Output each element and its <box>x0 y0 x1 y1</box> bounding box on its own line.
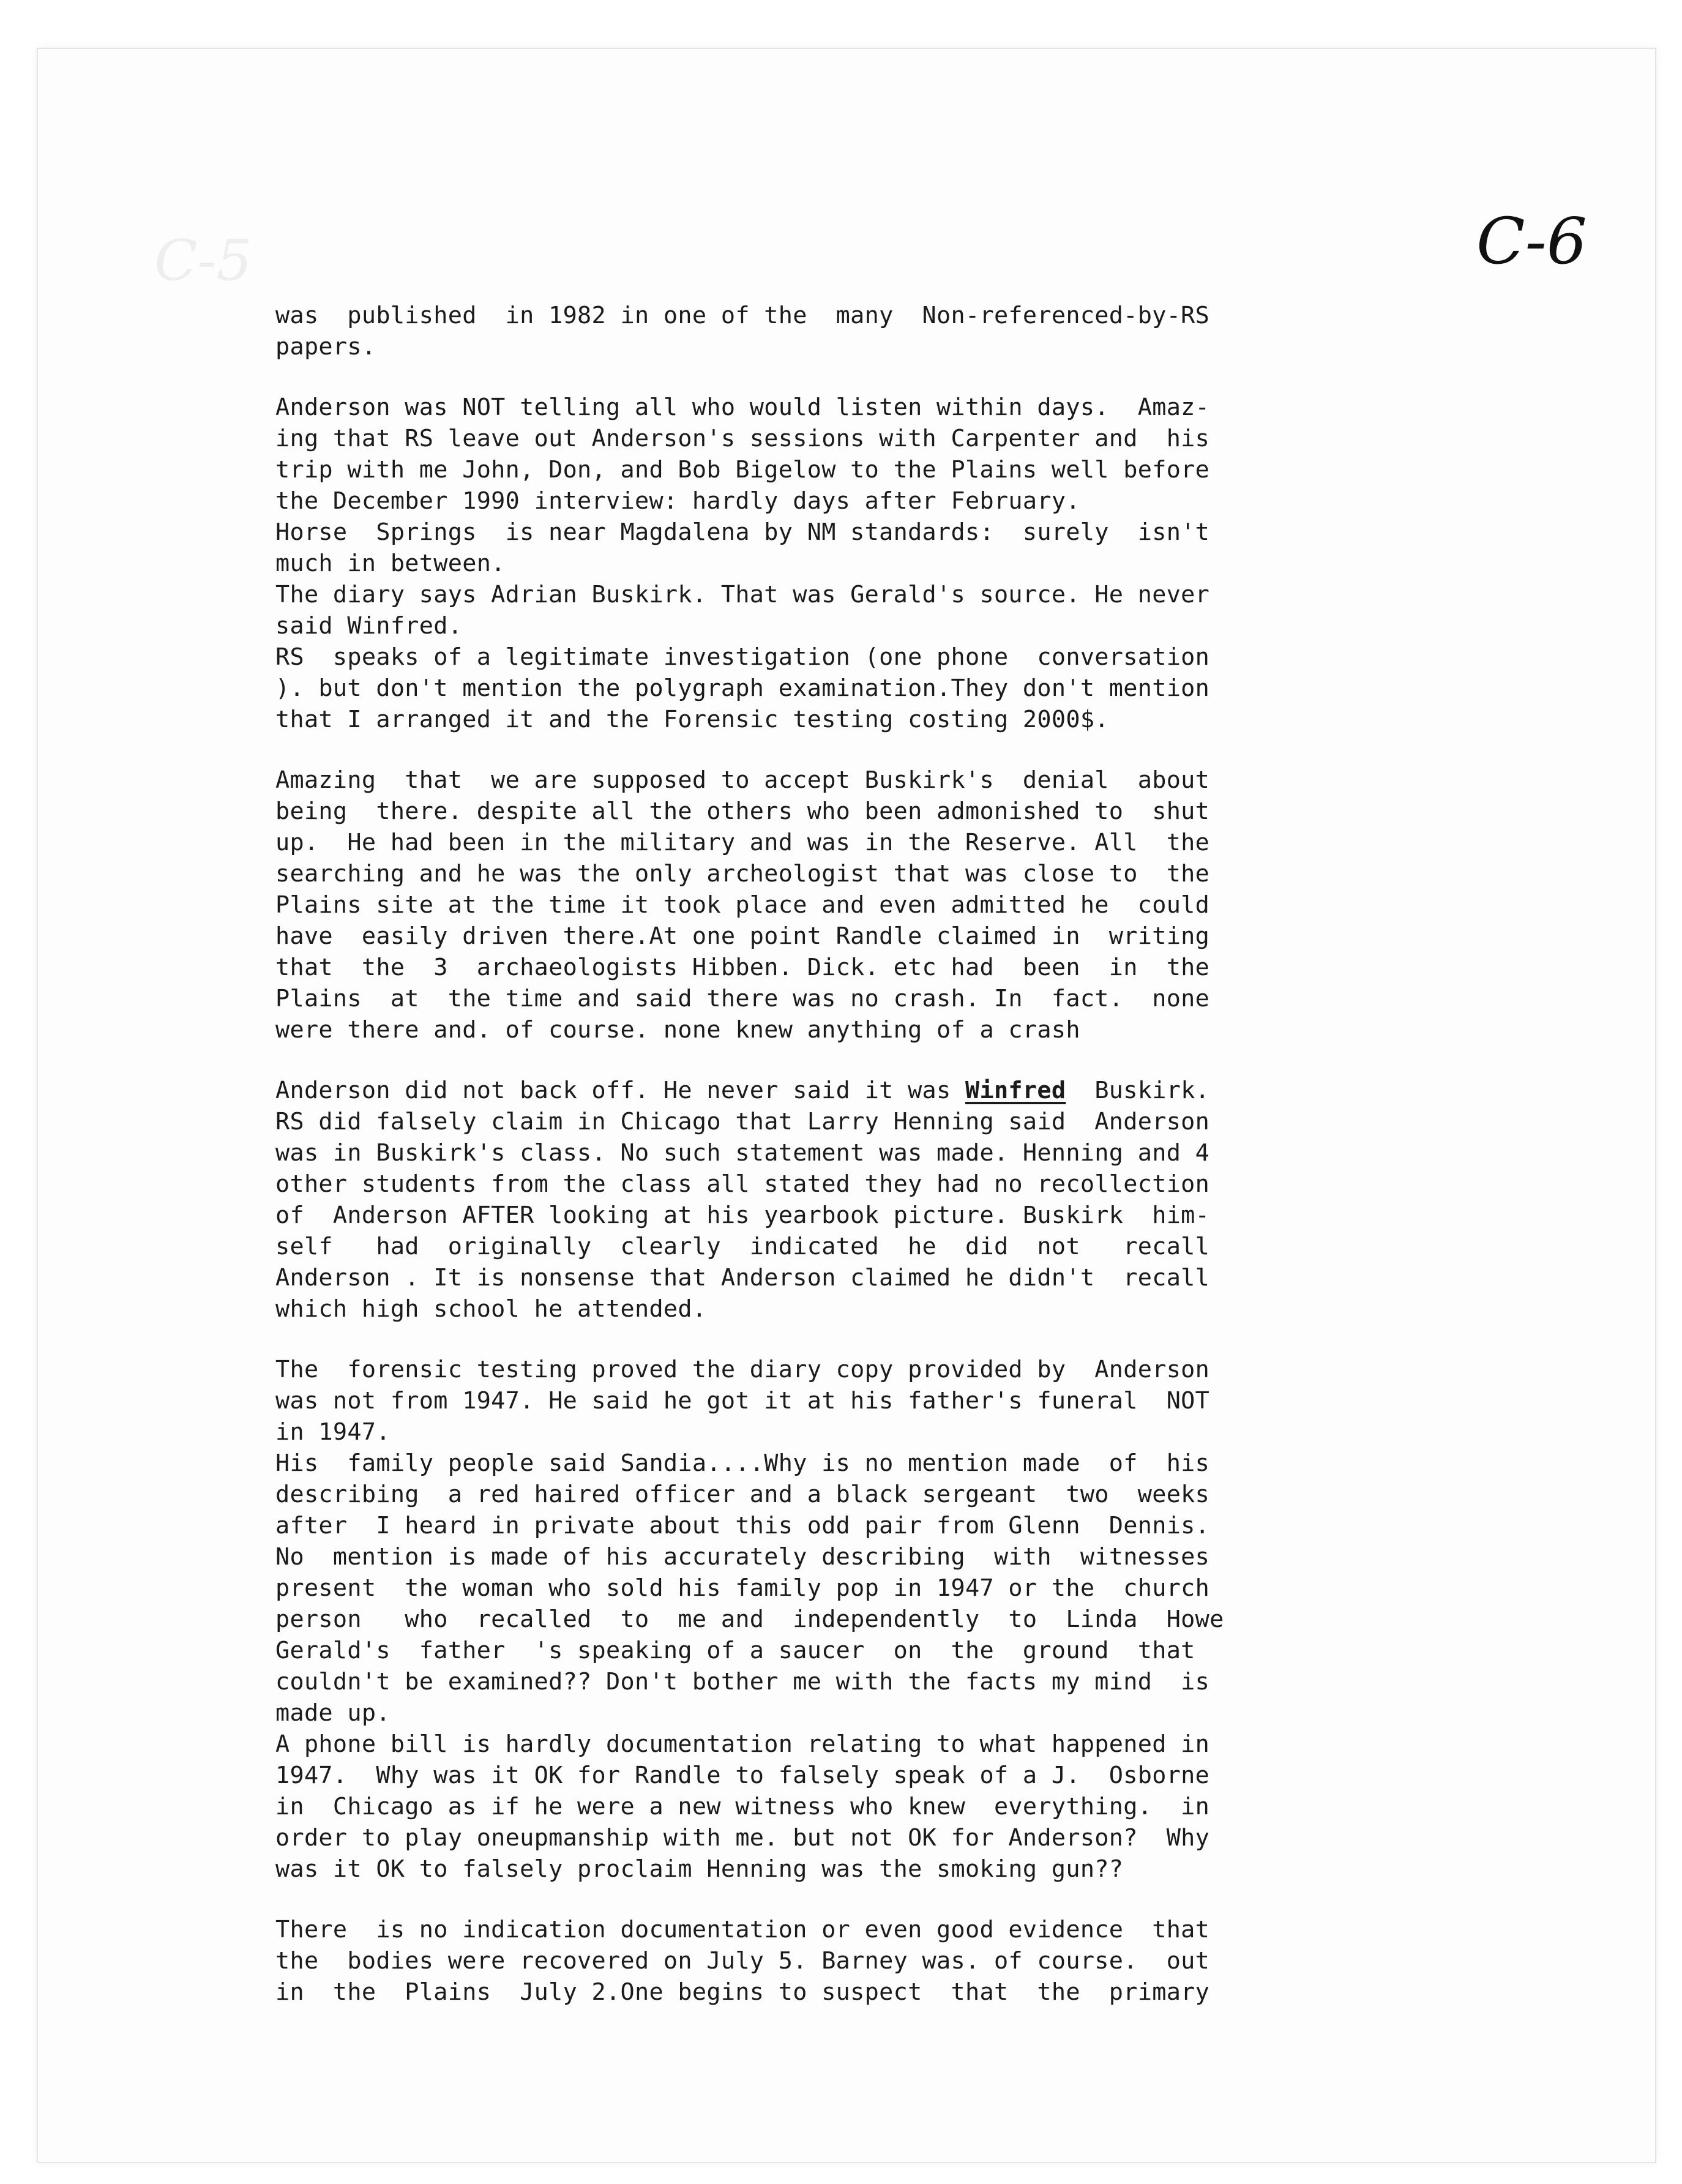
text-line: in 1947. <box>275 1418 391 1446</box>
text-line: RS speaks of a legitimate investigation (one phone conversation <box>275 643 1210 671</box>
text-line: Plains site at the time it took place and even admitted he could <box>275 891 1210 919</box>
text-line: Amazing that we are supposed to accept Buskirk's denial about <box>275 766 1210 794</box>
text-line-with-underline <box>275 1075 1503 1106</box>
text-line: after I heard in private about this odd pair from Glenn Dennis. <box>275 1512 1210 1539</box>
text-line: There is no indication documentation or even good evidence that <box>275 1916 1210 1943</box>
text-line: Gerald's father 's speaking of a saucer on the ground that <box>275 1637 1195 1664</box>
paragraph-6 <box>275 1914 1503 2008</box>
text-line: in the Plains July 2.One begins to suspect that the primary <box>275 1978 1210 2006</box>
text-line: No mention is made of his accurately describing with witnesses <box>275 1543 1210 1571</box>
text-line: said Winfred. <box>275 612 463 640</box>
text-line: that the 3 archaeologists Hibben. Dick. etc had been in the <box>275 954 1210 981</box>
text-line: His family people said Sandia....Why is no mention made of his <box>275 1449 1210 1477</box>
text-line: RS did falsely claim in Chicago that Larry Henning said Anderson <box>275 1108 1210 1135</box>
paragraph-5 <box>275 1354 1503 1885</box>
text-line: up. He had been in the military and was in the Reserve. All the <box>275 829 1210 856</box>
underlined-word: Winfred <box>965 1077 1066 1104</box>
text-line: was in Buskirk's class. No such statement was made. Henning and 4 <box>275 1139 1210 1167</box>
text-line: Anderson . It is nonsense that Anderson claimed he didn't recall <box>275 1264 1210 1292</box>
text-line: of Anderson AFTER looking at his yearbook picture. Buskirk him- <box>275 1202 1210 1229</box>
text-line: ). but don't mention the polygraph examination.They don't mention <box>275 675 1210 702</box>
paragraph-2 <box>275 392 1503 735</box>
text-line: present the woman who sold his family pop in 1947 or the church <box>275 1574 1210 1602</box>
show-through-mark: C-5 <box>154 228 253 293</box>
text-line: that I arranged it and the Forensic testing costing 2000$. <box>275 706 1109 733</box>
text-line: trip with me John, Don, and Bob Bigelow to the Plains well before <box>275 456 1210 484</box>
text-line: being there. despite all the others who been admonished to shut <box>275 798 1210 825</box>
line-text-start: Anderson did not back off. He never said it was <box>275 1077 965 1104</box>
line-text-end: Buskirk. <box>1066 1077 1210 1104</box>
text-line: The forensic testing proved the diary copy provided by Anderson <box>275 1356 1210 1383</box>
text-line: papers. <box>275 333 376 361</box>
text-line: were there and. of course. none knew anything of a crash <box>275 1016 1080 1044</box>
text-line: person who recalled to me and independently to Linda Howe <box>275 1606 1224 1633</box>
text-line: ing that RS leave out Anderson's sessions with Carpenter and his <box>275 425 1210 452</box>
text-line: was published in 1982 in one of the many Non-referenced-by-RS <box>275 302 1210 329</box>
paragraph-4 <box>275 1075 1503 1325</box>
text-line: Anderson was NOT telling all who would listen within days. Amaz- <box>275 394 1210 421</box>
text-line: made up. <box>275 1699 391 1727</box>
text-line: order to play oneupmanship with me. but not OK for Anderson? Why <box>275 1824 1210 1852</box>
text-line: self had originally clearly indicated he did not recall <box>275 1233 1210 1260</box>
text-line: the December 1990 interview: hardly days after February. <box>275 487 1080 515</box>
text-line: Horse Springs is near Magdalena by NM standards: surely isn't <box>275 518 1210 546</box>
text-line: searching and he was the only archeologist that was close to the <box>275 860 1210 888</box>
text-line: A phone bill is hardly documentation relating to what happened in <box>275 1730 1210 1758</box>
text-line: the bodies were recovered on July 5. Barney was. of course. out <box>275 1947 1210 1975</box>
text-line: much in between. <box>275 550 506 577</box>
document-body <box>275 300 1503 2037</box>
text-line: other students from the class all stated they had no recollection <box>275 1170 1210 1198</box>
paragraph-1 <box>275 300 1503 362</box>
paragraph-3 <box>275 765 1503 1045</box>
text-line: in Chicago as if he were a new witness who knew everything. in <box>275 1793 1210 1820</box>
text-line: Plains at the time and said there was no crash. In fact. none <box>275 985 1210 1012</box>
text-line: was it OK to falsely proclaim Henning was the smoking gun?? <box>275 1855 1124 1883</box>
text-line: 1947. Why was it OK for Randle to falsely speak of a J. Osborne <box>275 1762 1210 1789</box>
page-number-handwritten: C-6 <box>1476 204 1587 279</box>
text-line: was not from 1947. He said he got it at his father's funeral NOT <box>275 1387 1210 1415</box>
text-line: have easily driven there.At one point Randle claimed in writing <box>275 922 1210 950</box>
text-line: which high school he attended. <box>275 1295 707 1323</box>
text-line: describing a red haired officer and a black sergeant two weeks <box>275 1481 1210 1508</box>
text-line: The diary says Adrian Buskirk. That was Gerald's source. He never <box>275 581 1210 608</box>
text-line: couldn't be examined?? Don't bother me with the facts my mind is <box>275 1668 1210 1696</box>
